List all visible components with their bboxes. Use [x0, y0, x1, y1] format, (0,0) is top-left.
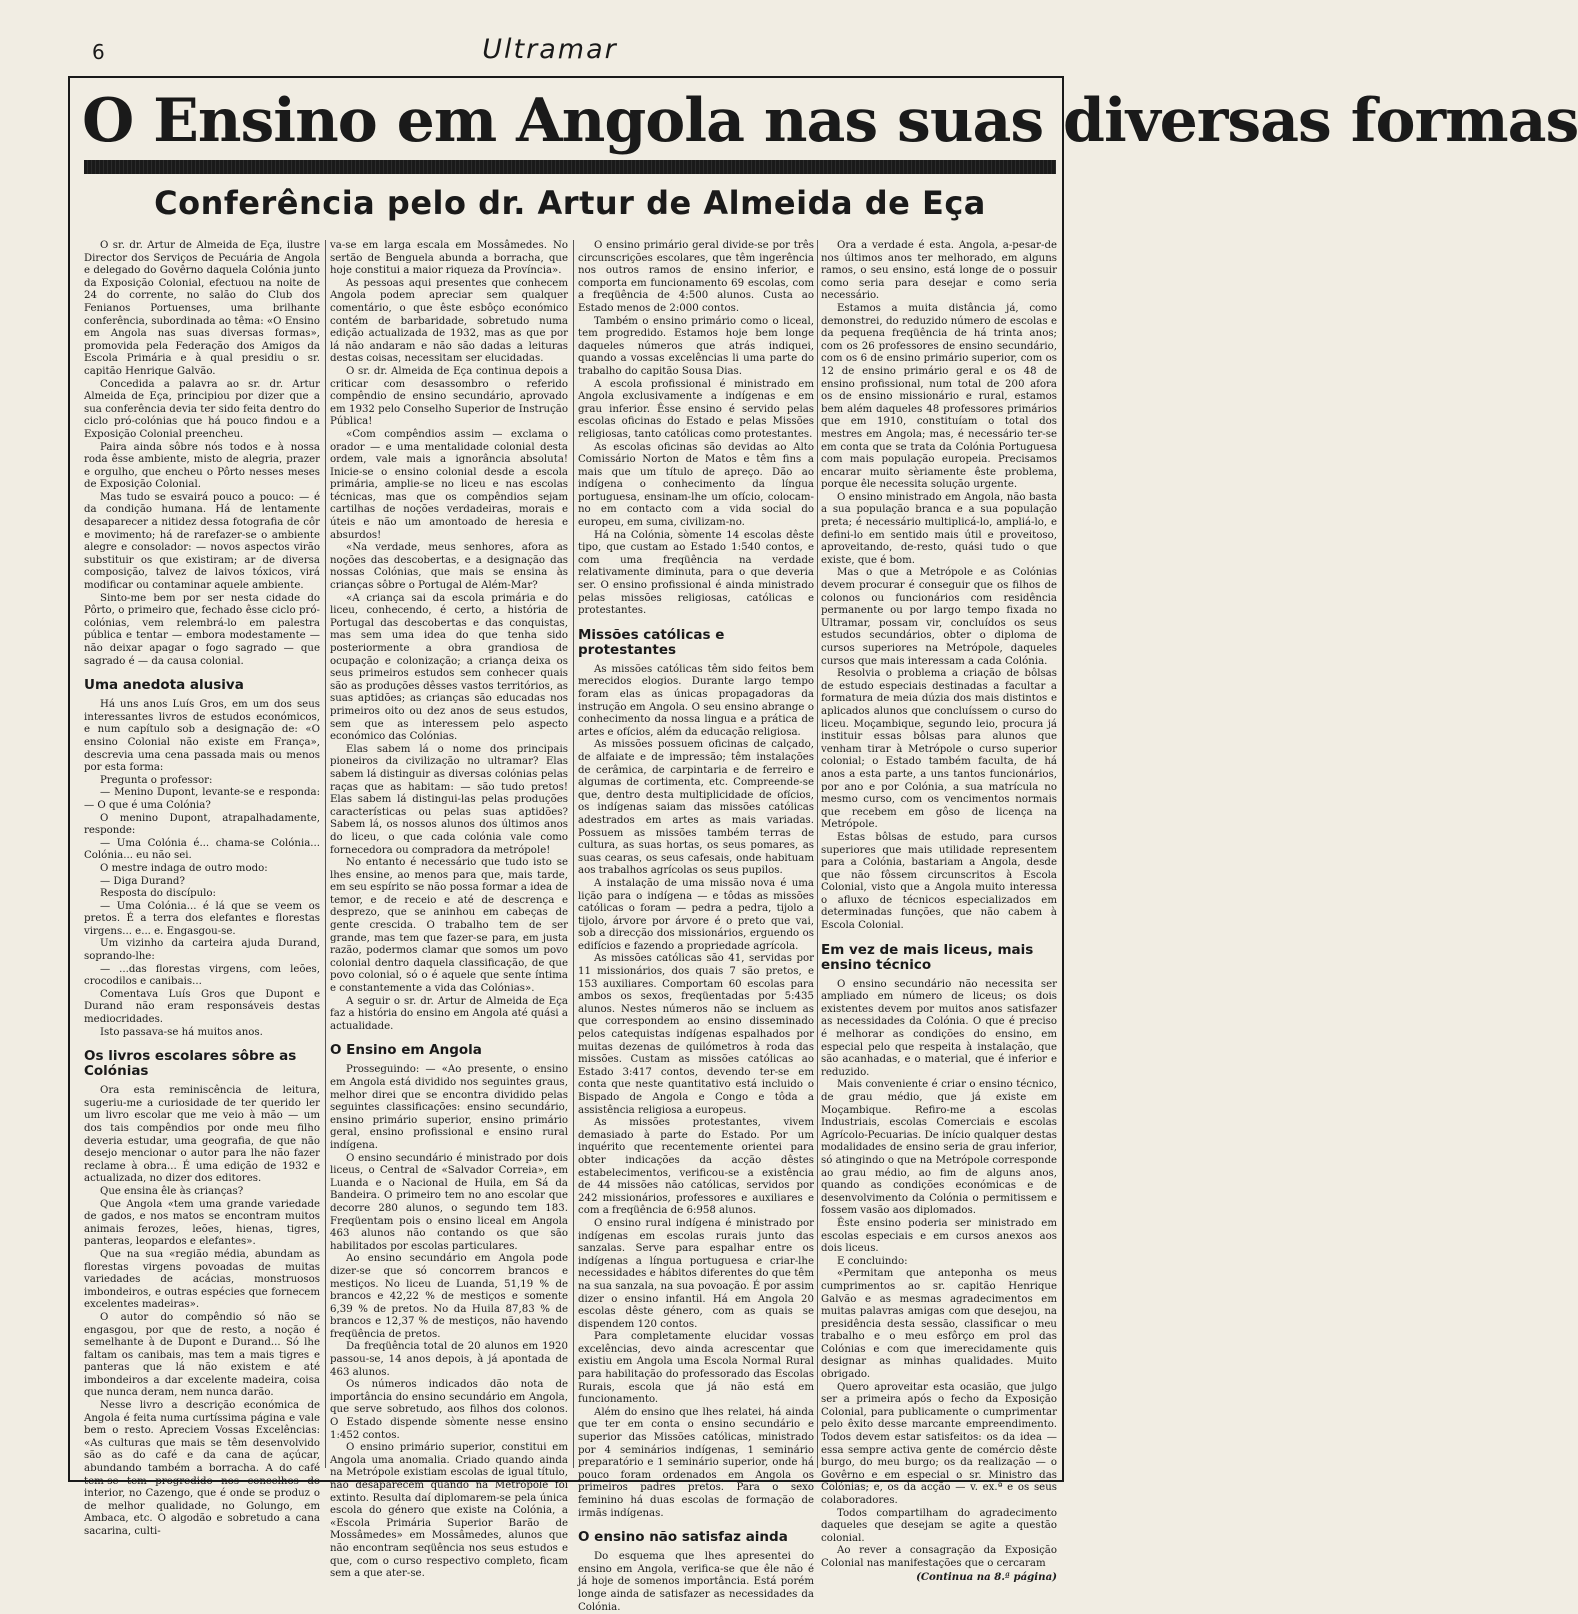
- paragraph: As escolas oficinas são devidas ao Alto Comissário Norton de Matos e têm fins a mais que um título de apreço. Dão ao indígena o conhecimento da língua portuguesa, ensinam-lhe um ofício, colocam-no em contacto com a vida social do europeu, em suma, civilizam-no.: [578, 441, 814, 529]
- paragraph: Que na sua «região média, abundam as florestas virgens povoadas de muitas variedades de acácias, monstruosos imbondeiros, e outras espécies que fornecem excelentes madeiras».: [84, 1248, 320, 1311]
- paragraph: Estas bôlsas de estudo, para cursos superiores que mais utilidade representem para a Colónia, bastariam a Angola, desde que não fôssem circunscritos à Escola Colonial, visto que a Angola muito interessa o afluxo de técnicos especializados em determinadas funções, que não cabem à Escola Colonial.: [821, 831, 1057, 932]
- paragraph: As missões possuem oficinas de calçado, de alfaiate e de impressão; têm instalações de cerâmica, de carpintaria e de ferreiro e algumas de cortimenta, etc. Compreende-se que, dentro desta multiplicidade de ofícios, os indígenas saiam das missões católicas adestrados em artes as mais variadas. Possuem as missões também terras de cultura, as suas hortas, os seus pomares, as suas cearas, os seus cafesais, onde habituam aos trabalhos agrícolas os seus pupilos.: [578, 739, 814, 877]
- paragraph: O ensino secundário não necessita ser ampliado em número de liceus; os dois existentes devem por muitos anos satisfazer as necessidades da Colónia. O que é preciso é melhorar as condições do ensino, em especial pelo que respeita à instalação, que são acanhadas, e o material, que é inferior e reduzido.: [821, 978, 1057, 1078]
- paragraph: «Com compêndios assim — exclama o orador — e uma mentalidade colonial desta ordem, vale mais a ignorância absoluta! Inicie-se o ensino colonial desde a escola primária, amplie-se no liceu e nas escolas técnicas, mas que os compêndios sejam cartilhas de noções verdadeiras, morais e úteis e não um amontoado de heresia e absurdos!: [330, 428, 568, 541]
- paragraph: Resposta do discípulo:: [100, 888, 216, 900]
- paragraph: O ensino primário superior, constitui em Angola uma anomalia. Criado quando ainda na Metrópole existiam escolas de igual título, não desaparecem quando na Metrópole foi extinto. Resulta daí diplomarem-se pela única escola do género que existe na Colónia, a «Escola Primária Superior Barão de Mossâmedes» em Mossâmedes, alunos que não encontram seqüência nos seus estudos e que, com o curso respectivo completo, ficam sem a que ater-se.: [330, 1442, 568, 1580]
- paragraph: Que ensina êle às crianças?: [100, 1185, 244, 1197]
- paragraph: Um vizinho da carteira ajuda Durand, soprando-lhe:: [84, 938, 320, 963]
- paragraph: Mas o que a Metrópole e as Colónias devem procurar é conseguir que os filhos de colonos ou funcionários com residência permanente ou por largo tempo fixada no Ultramar, possam vir, concluídos os seus estudos secundários, obter o diploma de cursos superiores na Metrópole, daqueles cursos que mais interessam a cada Colónia.: [821, 567, 1057, 667]
- column-3: [578, 240, 814, 1613]
- paragraph: «A criança sai da escola primária e do liceu, conhecendo, é certo, a história de Portugal das descobertas e das conquistas, mas sem uma idea do que tenha sido posteriormente a obra grandiosa de ocupação e colonização; a criança deixa os seus primeiros estudos sem conhecer quais são as produções dêsses vastos territórios, as suas aptidões; as crianças são educadas nos primeiros oito ou dez anos de seus estudos, sem que as interessem pelo aspecto económico das Colónias.: [330, 592, 568, 743]
- paragraph: Que Angola «tem uma grande variedade de gados, e nos matos se encontram muitos animais ferozes, leões, hienas, tigres, panteras, leopardos e elefantes».: [84, 1198, 320, 1248]
- paragraph: Pregunta o professor:: [100, 774, 213, 786]
- column-divider: [817, 240, 818, 1468]
- paragraph: Resolvia o problema a criação de bôlsas de estudo especiais destinadas a facultar a formatura de meia dúzia dos mais distintos e aplicados alunos que concluíssem o curso do liceu. Moçambique, segundo leio, procura já instituir essas bôlsas para alunos que venham tirar à Metrópole o curso superior colonial; o Estado também faculta, de há anos a esta parte, a uns tantos funcionários, por ano e por Colónia, a sua matrícula no mesmo curso, com os vencimentos normais que recebem em gôso de licença na Metrópole.: [821, 668, 1057, 831]
- paragraph: A instalação de uma missão nova é uma lição para o indígena — e tôdas as missões católicas o foram — pedra a pedra, tijolo a tijolo, árvore por árvore é o preto que vai, sob a direcção dos missionários, erguendo os edifícios e fazendo a propriedade agrícola.: [578, 877, 814, 952]
- paragraph: Há na Colónia, sòmente 14 escolas dêste tipo, que custam ao Estado 1:540 contos, e com uma freqüência na verdade relativamente diminuta, para o que deveria ser. O ensino profissional é ainda ministrado pelas missões religiosas, católicas e protestantes.: [578, 529, 814, 617]
- paragraph: Todos compartilham do agradecimento daqueles que desejam se agite a questão colonial.: [821, 1507, 1057, 1544]
- paragraph: Também o ensino primário como o liceal, tem progredido. Estamos hoje bem longe daqueles números que atrás indiquei, quando a vossas excelências li uma parte do trabalho do capitão Sousa Dias.: [578, 315, 814, 377]
- paragraph: No entanto é necessário que tudo isto se lhes ensine, ao menos para que, mais tarde, em seu espírito se não possa formar a idea de temor, e de receio e até de descrença e desprezo, que se aninhou em cabeças de gente crescida. O trabalho tem de ser grande, mas tem que fazer-se para, em justa razão, podermos clamar que somos um povo colonial dentro daquela classificação, de que povo colonial, só o é aquele que sente íntima e constantemente a vida das Colónias».: [330, 857, 568, 995]
- paragraph: Nesse livro a descrição económica de Angola é feita numa curtíssima página e vale bem o resto. Apreciem Vossas Excelências: «As culturas que mais se têm desenvolvido são as do café e da cana de açúcar, abundando também a borracha. A do café tem-se tem progredido nos concelhos do interior, no Cazengo, que é onde se produz o de melhor qualidade, no Golungo, em Ambaca, etc. O algodão e sobretudo a cana sacarina, culti-: [84, 1400, 320, 1537]
- paragraph: O ensino secundário é ministrado por dois liceus, o Central de «Salvador Correia», em Luanda e o Nacional de Huila, em Sá da Bandeira. O primeiro tem no ano escolar que decorre 280 alunos, o segundo tem 183. Freqüentam pois o ensino liceal em Angola 463 alunos não contando os que são habilitados por escolas particulares.: [330, 1152, 568, 1252]
- paragraph: O ensino primário geral divide-se por três circunscrições escolares, que têm ingerência nos outros ramos de ensino inferior, e comporta em funcionamento 69 escolas, com a freqüência de 4:500 alunos. Custa ao Estado menos de 2:000 contos.: [578, 240, 814, 314]
- paragraph: E concluindo:: [837, 1255, 908, 1267]
- paragraph: O mestre indaga de outro modo:: [100, 862, 268, 874]
- paragraph: O ensino rural indígena é ministrado por indígenas em escolas rurais junto das sanzalas. Serve para espalhar entre os indígenas a língua portuguesa e criar-lhe necessidades e hábitos diferentes do que têm na sua sanzala, na sua povoação. É por assim dizer o ensino infantil. Há em Angola 20 escolas dêste género, com as quais se dispendem 120 contos.: [578, 1217, 814, 1330]
- paragraph: Prosseguindo: — «Ao presente, o ensino em Angola está dividido nos seguintes graus, melhor direi que se encontra dividido pelas seguintes classificações: ensino secundário, ensino primário superior, ensino primário geral, ensino profissional e ensino rural indígena.: [330, 1064, 568, 1151]
- column-4: [821, 240, 1057, 1583]
- paragraph: O menino Dupont, atrapalhadamente, responde:: [84, 812, 320, 837]
- paragraph: — Menino Dupont, levante-se e responda: — O que é uma Colónia?: [84, 787, 320, 811]
- continued-note: (Continua na 8.ª página): [916, 1570, 1057, 1583]
- headline: O Ensino em Angola nas suas diversas formas: [82, 86, 1578, 156]
- section-heading: Em vez de mais liceus, mais ensino técnico: [821, 941, 1034, 973]
- paragraph: Ao rever a consagração da Exposição Colonial nas manifestações que o cercaram: [821, 1545, 1057, 1569]
- page-number: 6: [92, 40, 105, 64]
- paragraph: — Uma Colónia é... chama-se Colónia... Colónia... eu não sei.: [84, 837, 320, 862]
- paragraph: Estamos a muita distância já, como demonstrei, do reduzido número de escolas e da pequena freqüência de há trinta anos; com os 26 professores de ensino secundário, com os 6 de ensino primário superior, com os 12 de ensino primário geral e os 48 de ensino profissional, num total de 200 afora os de ensino missionário e rural, estamos bem além daqueles 48 professores primários que em 1910, constituíam o total dos mestres em Angola; mas, é necessário ter-se em conta que se trata da Colónia Portuguesa com mais população europeia. Precisamos encarar muito sèriamente êste problema, porque êle necessita solução urgente.: [821, 302, 1057, 491]
- paragraph: Mais conveniente é criar o ensino técnico, de grau médio, que já existe em Moçambique. Refiro-me a escolas Industriais, escolas Comerciais e escolas Agrícolo-Pecuarias. De início qualquer destas modalidades de ensino seria de grau inferior, só atingindo o que na Metrópole corresponde ao grau médio, ao fim de alguns anos, quando as condições económicas e de desenvolvimento da Colónia o permitissem e fossem vasão aos diplomados.: [821, 1079, 1057, 1217]
- paragraph: Êste ensino poderia ser ministrado em escolas especiais e em cursos anexos aos dois liceus.: [821, 1217, 1057, 1255]
- paragraph: O sr. dr. Almeida de Eça continua depois a criticar com desassombro o referido compêndio de ensino secundário, aprovado em 1932 pelo Conselho Superior de Instrução Pública!: [330, 365, 568, 428]
- section-heading: Missões católicas e protestantes: [578, 626, 725, 658]
- paragraph: Os números indicados dão nota de importância do ensino secundário em Angola, que serve sobretudo, aos filhos dos colonos. O Estado dispende sòmente nesse ensino 1:452 contos.: [330, 1379, 568, 1441]
- paragraph: As missões católicas têm sido feitos bem merecidos elogios. Durante largo tempo foram elas as únicas propagadoras da instrução em Angola. O seu ensino abrange o conhecimento da nossa lingua e a prática de artes e ofícios, além da educação religiosa.: [578, 663, 814, 738]
- paragraph: As missões protestantes, vivem demasiado à parte do Estado. Por um inquérito que recentemente orientei para obter indicações da acção dêstes estabelecimentos, verificou-se a existência de 44 missões não católicas, servidos por 242 missionários, professores e auxiliares e com a freqüência de 6:958 alunos.: [578, 1117, 814, 1217]
- section-heading: O Ensino em Angola: [330, 1042, 482, 1059]
- paragraph: «Permitam que anteponha os meus cumprimentos ao sr. capitão Henrique Galvão e as mesmas agradecimentos em muitas palavras amigas com que desejou, na presidência desta sessão, classificar o meu trabalho e o meu esfôrço em prol das Colónias e com que imerecidamente quis designar as minhas qualidades. Muito obrigado.: [821, 1268, 1057, 1381]
- section-heading: Uma anedota alusiva: [84, 677, 244, 694]
- paragraph: Elas sabem lá o nome dos principais pioneiros da civilização no ultramar? Elas sabem lá distinguir as diversas colónias pelas raças que as habitam: — são tudo pretos! Elas sabem lá distingui-las pelas produções características ou pelas suas aptidões? Sabem lá, os nossos alunos dos últimos anos do liceu, o que cada colónia vale como fornecedora ou compradora da metrópole!: [330, 743, 568, 856]
- paragraph: va-se em larga escala em Mossâmedes. No sertão de Benguela abunda a borracha, que hoje constitui a maior riqueza da Província».: [330, 240, 568, 277]
- paragraph: As pessoas aqui presentes que conhecem Angola podem apreciar sem qualquer comentário, o que êste esbôço económico contém de barbaridade, sobretudo numa edição actualizada de 1932, mas as que por lá não andaram e não são dadas a leituras destas coisas, necessitam ser elucidadas.: [330, 277, 568, 365]
- column-divider: [573, 240, 574, 1468]
- paragraph: O ensino ministrado em Angola, não basta a sua população branca e a sua população preta; é necessário multiplicá-lo, ampliá-lo, e defini-lo em sentido mais útil e proveitoso, aproveitando, de-resto, quási tudo o que existe, que é bom.: [821, 491, 1057, 566]
- masthead-title: Ultramar: [482, 34, 618, 65]
- paragraph: Paira ainda sôbre nós todos e à nossa roda êsse ambiente, misto de alegria, prazer e orgulho, que encheu o Pôrto nesses meses de Exposição Colonial.: [84, 441, 320, 491]
- paragraph: Ora esta reminiscência de leitura, sugeriu-me a curiosidade de ter querido ler um livro escolar que me veio à mão — um dos tais compêndios por onde meu filho deveria estudar, uma geografia, de que não desejo mencionar o autor para lhe não fazer reclame à obra... É uma edição de 1932 e actualizada, no dizer dos editores.: [84, 1085, 320, 1185]
- section-heading: O ensino não satisfaz ainda: [578, 1529, 788, 1546]
- paragraph: — ...das florestas virgens, com leões, crocodilos e canibais...: [84, 963, 320, 988]
- paragraph: Ora a verdade é esta. Angola, a-pesar-de nos últimos anos ter melhorado, em alguns ramos, o seu ensino, está longe de o possuir como seria para desejar e como seria necessário.: [821, 240, 1057, 302]
- section-heading: Os livros escolares sôbre as Colónias: [84, 1048, 297, 1080]
- paragraph: Concedida a palavra ao sr. dr. Artur Almeida de Eça, principiou por dizer que a sua conferência devia ter sido feita dentro do ciclo pró-colónias que há pouco findou e a Exposição Colonial preencheu.: [84, 378, 320, 440]
- paragraph: Além do ensino que lhes relatei, há ainda que ter em conta o ensino secundário e superior das Missões católicas, ministrado por 4 seminários indígenas, 1 seminário preparatório e 1 seminário superior, onde há pouco foram ordenados em Angola os primeiros padres pretos. Para o sexo feminino há duas escolas de formação de irmãs indígenas.: [578, 1406, 814, 1519]
- paragraph: Sinto-me bem por ser nesta cidade do Pôrto, o primeiro que, fechado êsse ciclo pró-colónias, vem relembrá-lo em palestra pública e tentar — embora modestamente — não deixar apagar o fogo sagrado — que sagrado é — da causa colonial.: [84, 592, 320, 667]
- paragraph: O sr. dr. Artur de Almeida de Eça, ilustre Director dos Serviços de Pecuária de Angola e delegado do Govêrno daquela Colónia junto da Exposição Colonial, efectuou na noite de 24 do corrente, no salão do Club dos Fenianos Portuenses, uma brilhante conferência, subordinada ao têma: «O Ensino em Angola nas suas diversas formas», promovida pela Federação dos Amigos da Escola Primária e à qual presidiu o sr. capitão Henrique Galvão.: [84, 240, 320, 377]
- paragraph: Ao ensino secundário em Angola pode dizer-se que só concorrem brancos e mestiços. No liceu de Luanda, 51,19 % de brancos e 42,22 % de mestiços e somente 6,39 % de pretos. No da Huila 87,83 % de brancos e 12,37 % de mestiços, não havendo freqüência de pretos.: [330, 1253, 568, 1340]
- column-1: [84, 240, 320, 1537]
- column-divider: [325, 240, 326, 1468]
- headline-rule: [84, 160, 1056, 174]
- subtitle: Conferência pelo dr. Artur de Almeida de Eça: [154, 184, 986, 222]
- paragraph: Da freqüência total de 20 alunos em 1920 passou-se, 14 anos depois, à já apontada de 463 alunos.: [330, 1341, 568, 1378]
- paragraph: «Na verdade, meus senhores, afora as noções das descobertas, e a designação das nossas Colónias, que mais se ensina às crianças sôbre o Portugal de Além-Mar?: [330, 542, 568, 592]
- paragraph: — Diga Durand?: [100, 875, 185, 887]
- paragraph: Do esquema que lhes apresentei do ensino em Angola, verifica-se que êle não é já hoje de somenos importância. Está porém longe ainda de satisfazer as necessidades da Colónia.: [578, 1551, 814, 1613]
- paragraph: A escola profissional é ministrado em Angola exclusivamente a indígenas e em grau inferior. Êsse ensino é servido pelas escolas oficinas do Estado e pelas Missões religiosas, tanto católicas como protestantes.: [578, 378, 814, 440]
- paragraph: As missões católicas são 41, servidas por 11 missionários, dos quais 7 são pretos, e 153 auxiliares. Comportam 60 escolas para ambos os sexos, freqüentadas por 5:435 alunos. Nestes números não se incluem as que correspondem ao ensino disseminado pelos catequistas indígenas espalhados por muitas dezenas de quilómetros à roda das missões. Custam as missões católicas ao Estado 3:417 contos, devendo ter-se em conta que neste quantitativo está incluido o Bispado de Angola e Congo e tôda a assistência religiosa a europeus.: [578, 953, 814, 1116]
- paragraph: Mas tudo se esvairá pouco a pouco: — é da condição humana. Há de lentamente desaparecer a nitidez dessa fotografia de côr e movimento; há de rarefazer-se o ambiente alegre e consolador: — novos aspectos virão substituir os que existiram; ar de diversa composição, talvez de laivos tóxicos, virá modificar ou contaminar aquele ambiente.: [84, 491, 320, 592]
- column-2: [330, 240, 568, 1580]
- paragraph: Isto passava-se há muitos anos.: [100, 1026, 263, 1038]
- paragraph: O autor do compêndio só não se engasgou, por que de resto, a noção é semelhante à de Dupont e Durand... Só lhe faltam os canibais, mas tem a mais tigres e panteras que lá não existem e até imbondeiros a dar excelente madeira, coisa que nunca deram, nem nunca darão.: [84, 1311, 320, 1399]
- paragraph: Para completamente elucidar vossas excelências, devo ainda acrescentar que existiu em Angola uma Escola Normal Rural para habilitação do professorado das Escolas Rurais, escola que já não está em funcionamento.: [578, 1331, 814, 1406]
- paragraph: Comentava Luís Gros que Dupont e Durand não eram responsáveis destas mediocridades.: [84, 988, 320, 1026]
- paragraph: A seguir o sr. dr. Artur de Almeida de Eça faz a história do ensino em Angola até quási a actualidade.: [330, 995, 568, 1032]
- paragraph: Há uns anos Luís Gros, em um dos seus interessantes livros de estudos económicos, e num capítulo sob a designação de: «O ensino Colonial não existe em França», descrevia uma cena passada mais ou menos por esta forma:: [84, 699, 320, 774]
- paragraph: — Uma Colónia... é lá que se veem os pretos. É a terra dos elefantes e florestas virgens... e... e. Engasgou-se.: [84, 900, 320, 937]
- paragraph: Quero aproveitar esta ocasião, que julgo ser a primeira após o fecho da Exposição Colonial, para publicamente o cumprimentar pelo êxito desse marcante empreendimento. Todos devem estar satisfeitos: os da idea — essa sempre activa gente de comércio dêste burgo, do meu burgo; os da realização — o Govêrno e em especial o sr. Ministro das Colónias; e, os da acção — v. ex.ª e os seus colaboradores.: [821, 1381, 1057, 1506]
